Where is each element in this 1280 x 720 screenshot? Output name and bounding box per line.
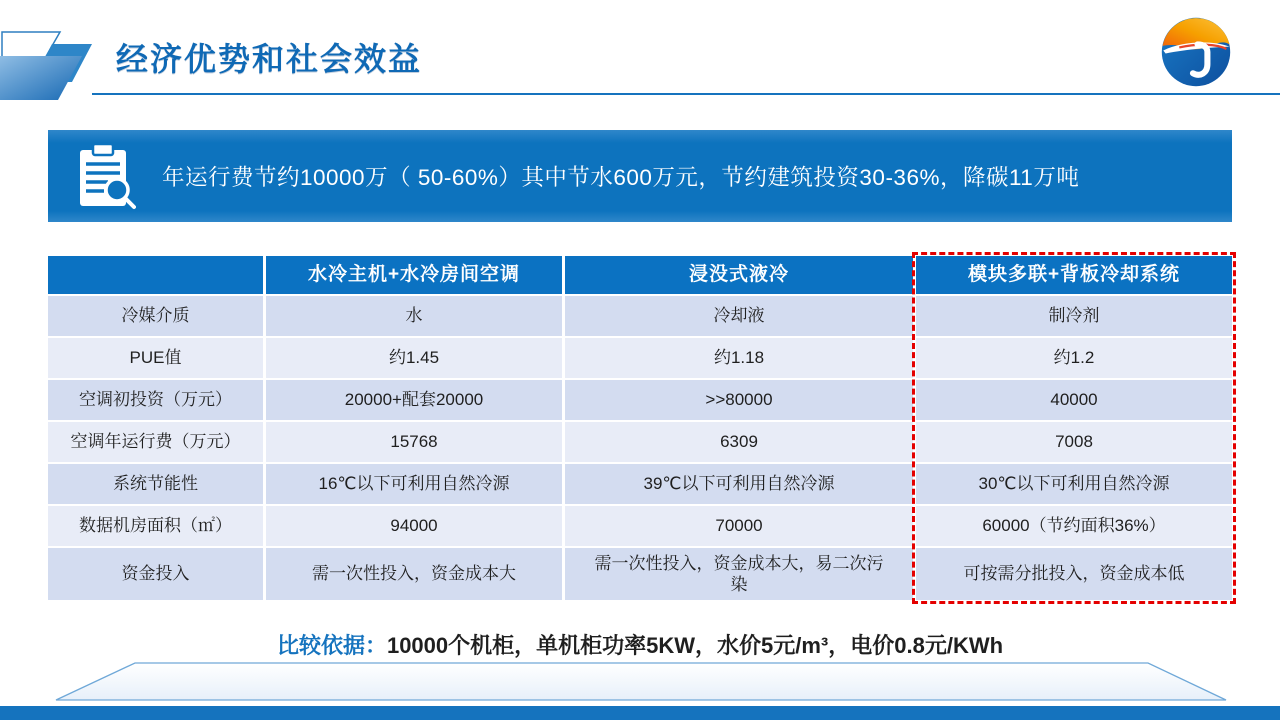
table-cell: 需一次性投入，资金成本大，易二次污染	[565, 548, 913, 600]
row-label: PUE值	[48, 338, 263, 378]
table-cell: 70000	[565, 506, 913, 546]
column-header-1: 水冷主机+水冷房间空调	[266, 256, 562, 294]
table-cell: >>80000	[565, 380, 913, 420]
comparison-table	[48, 256, 1232, 600]
row-label: 资金投入	[48, 548, 263, 600]
column-header-3: 模块多联+背板冷却系统	[916, 256, 1232, 294]
column-header-0	[48, 256, 263, 294]
footnote	[0, 629, 1280, 660]
row-label: 冷媒介质	[48, 296, 263, 336]
table-cell: 16℃以下可利用自然冷源	[266, 464, 562, 504]
table-cell: 39℃以下可利用自然冷源	[565, 464, 913, 504]
table-cell: 94000	[266, 506, 562, 546]
footnote-label: 比较依据：	[276, 633, 387, 658]
table-cell: 20000+配套20000	[266, 380, 562, 420]
table-cell: 约1.2	[916, 338, 1232, 378]
table-cell: 60000（节约面积36%）	[916, 506, 1232, 546]
table-cell: 约1.18	[565, 338, 913, 378]
title-underline	[92, 93, 1280, 95]
table-cell: 需一次性投入，资金成本大	[266, 548, 562, 600]
banner-text: 年运行费节约10000万（ 50-60%）其中节水600万元，节约建筑投资30-36%，降碳11万吨	[162, 165, 1080, 190]
row-label: 空调初投资（万元）	[48, 380, 263, 420]
page-title: 经济优势和社会效益	[116, 41, 423, 77]
table-cell: 可按需分批投入，资金成本低	[916, 548, 1232, 600]
bottom-accent-bar	[0, 706, 1280, 720]
table-cell: 约1.45	[266, 338, 562, 378]
row-label: 空调年运行费（万元）	[48, 422, 263, 462]
row-label: 系统节能性	[48, 464, 263, 504]
table-cell: 40000	[916, 380, 1232, 420]
corner-decoration	[0, 12, 110, 104]
footnote-text: 10000个机柜，单机柜功率5KW，水价5元/m³，电价0.8元/KWh	[386, 633, 1004, 658]
table-cell: 制冷剂	[916, 296, 1232, 336]
table-cell: 6309	[565, 422, 913, 462]
table-cell: 30℃以下可利用自然冷源	[916, 464, 1232, 504]
company-logo-icon	[1158, 14, 1234, 90]
table-cell: 15768	[266, 422, 562, 462]
table-cell: 7008	[916, 422, 1232, 462]
clipboard-search-icon	[74, 142, 136, 210]
row-label: 数据机房面积（㎡）	[48, 506, 263, 546]
bottom-trapezoid-decoration	[0, 658, 1280, 706]
summary-banner	[48, 130, 1232, 222]
table-cell: 水	[266, 296, 562, 336]
table-cell: 冷却液	[565, 296, 913, 336]
column-header-2: 浸没式液冷	[565, 256, 913, 294]
comparison-table-grid	[48, 256, 1232, 600]
